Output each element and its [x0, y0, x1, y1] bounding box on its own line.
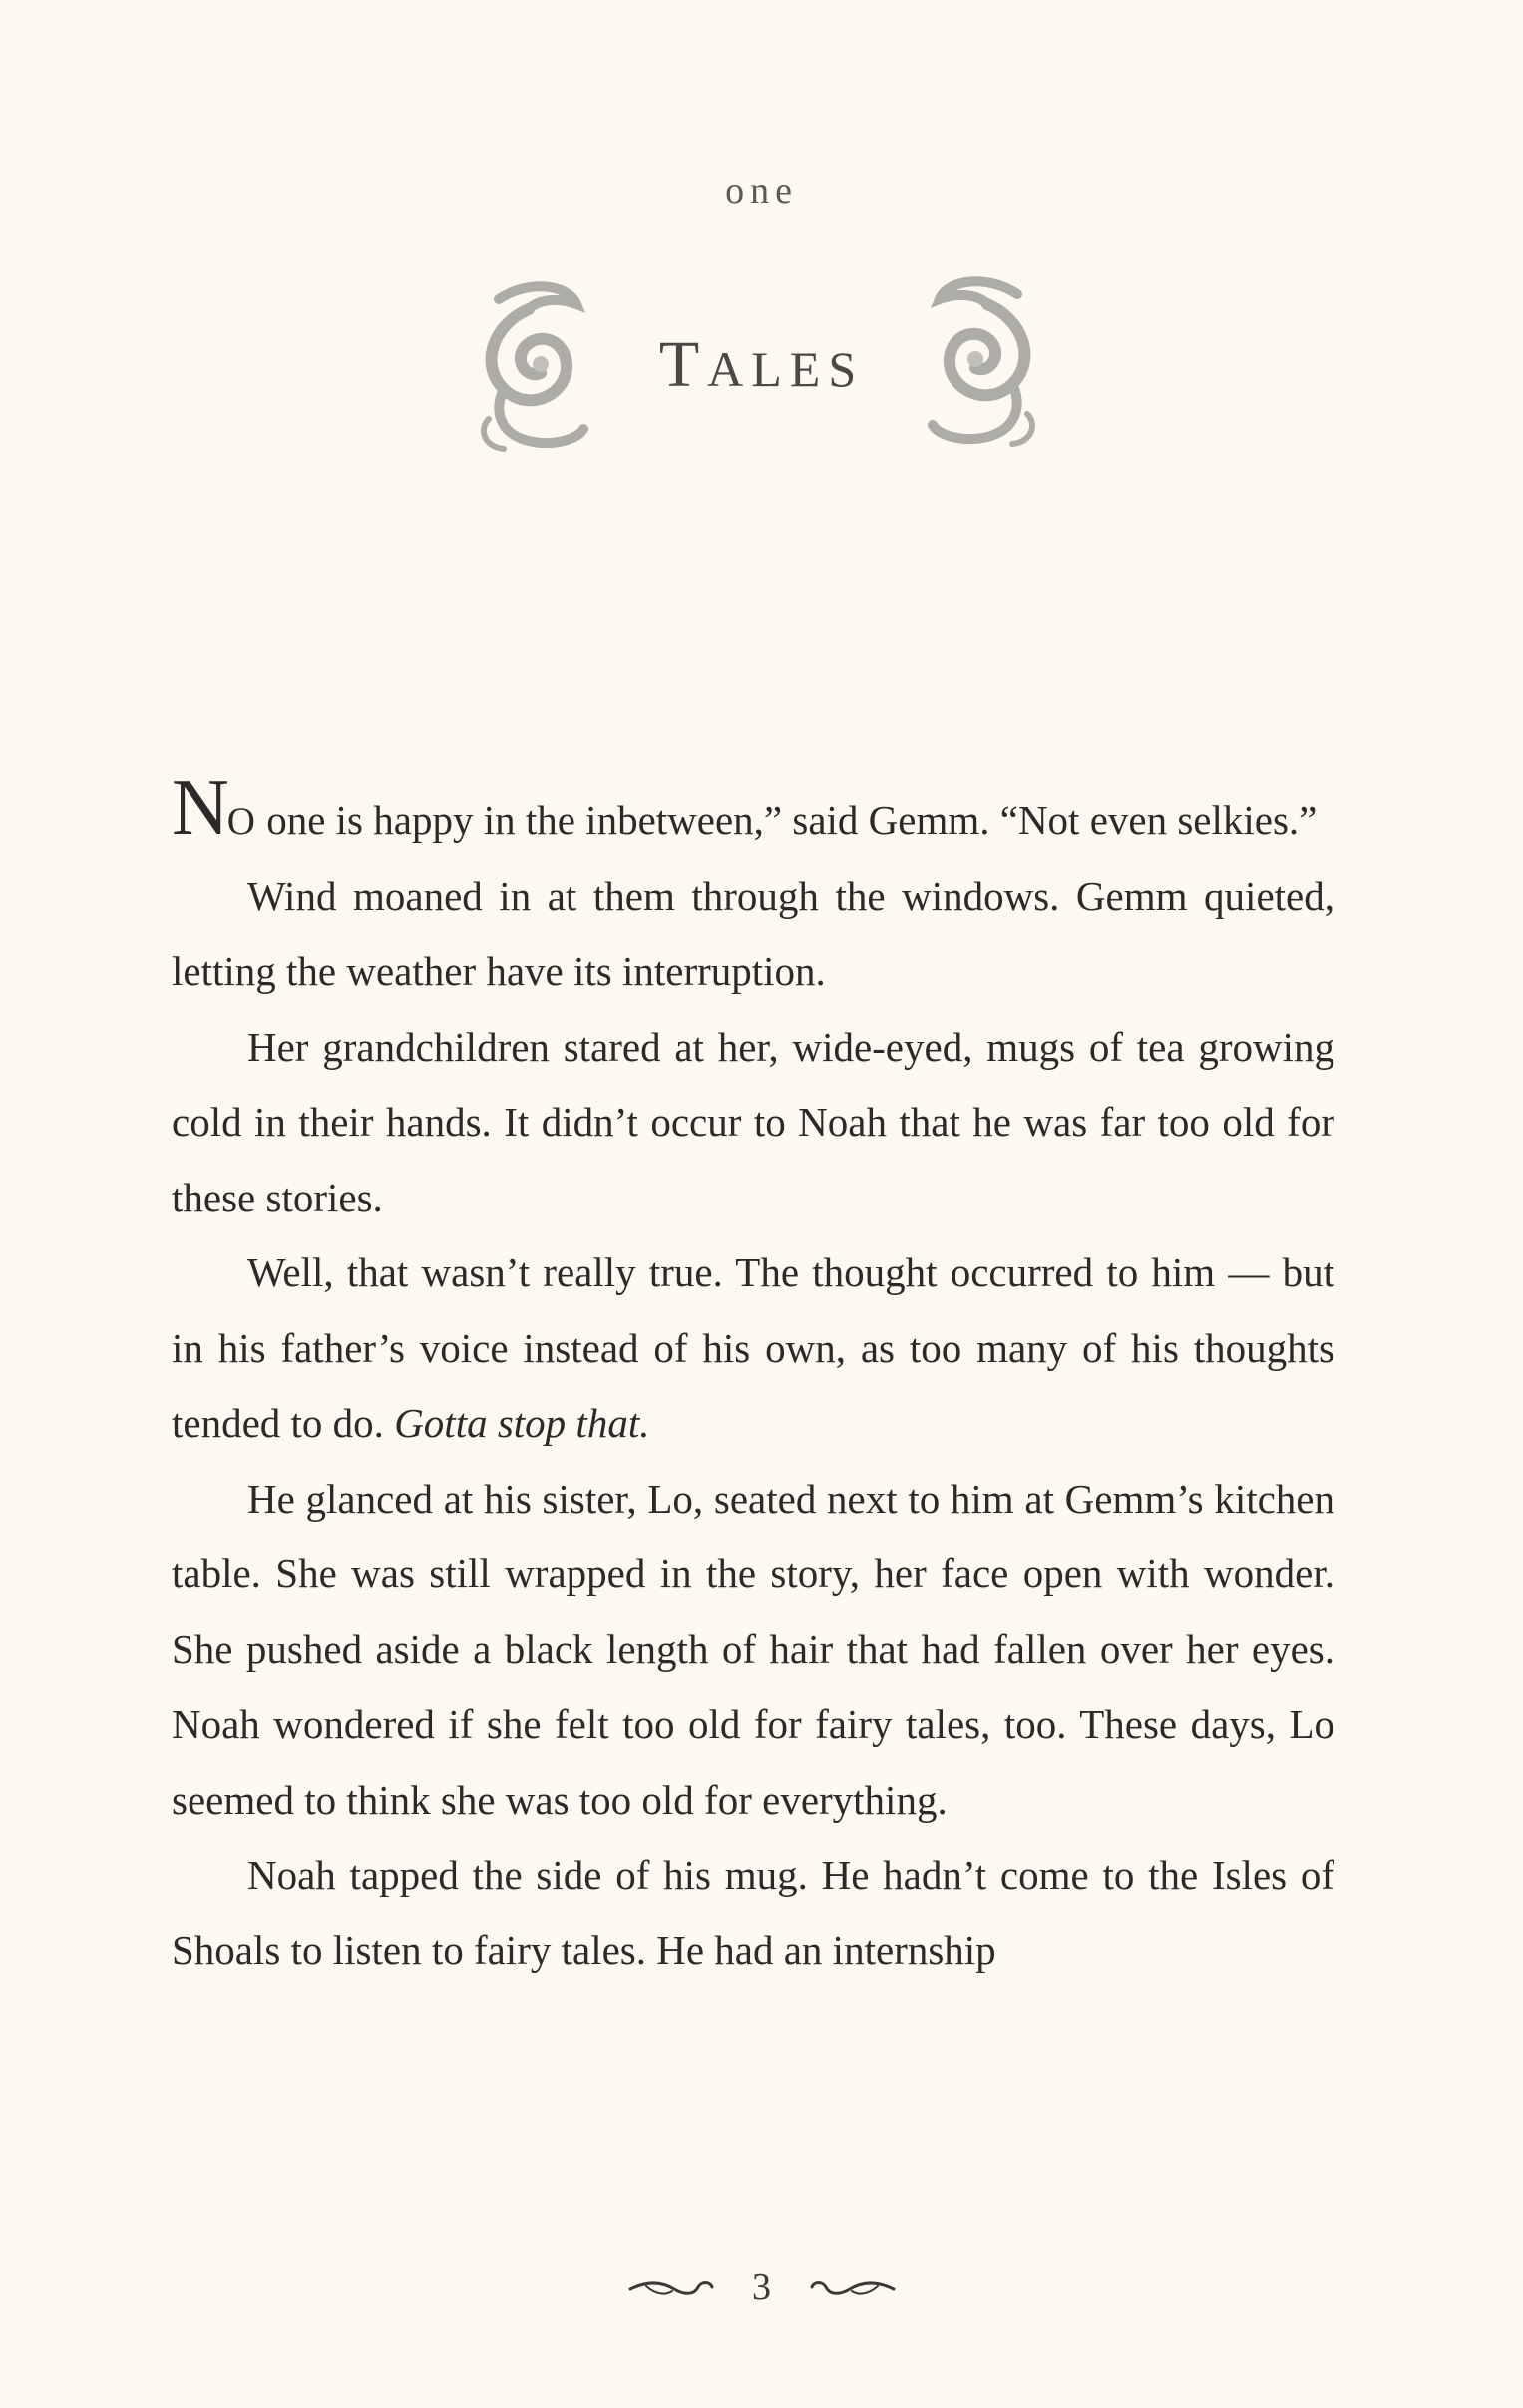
- chapter-body: [172, 764, 1334, 1988]
- italic-text: Gotta stop that.: [394, 1400, 650, 1446]
- paragraph-text: Wind moaned in at them through the windows. Gemm quieted, letting the weather have its interruption.: [172, 872, 1334, 994]
- chapter-title: [0, 327, 1523, 403]
- drop-cap: N: [172, 764, 227, 852]
- swirl-ornament-icon: [928, 269, 1057, 459]
- small-cap-letter: O: [226, 800, 256, 843]
- page-number: 3: [752, 2266, 771, 2308]
- flourish-right-icon: [808, 2269, 898, 2303]
- paragraph-text: He glanced at his sister, Lo, seated next to him at Gemm’s kitchen table. She was still wrapped in the story, her face open with wonder. She pushed aside a black length of hair that had fallen over her eyes. Noah wondered if she felt too old for fairy tales, too. These days, Lo seemed to think she was too old for everything.: [172, 1475, 1334, 1823]
- chapter-title-rest: ALES: [707, 341, 865, 397]
- page-footer: [0, 2263, 1523, 2313]
- paragraph: [172, 1235, 1334, 1462]
- chapter-heading: [0, 269, 1523, 459]
- chapter-title-initial: T: [658, 328, 708, 401]
- paragraph: [172, 1010, 1334, 1236]
- paragraph: [172, 1838, 1334, 1988]
- paragraph-text: Her grandchildren stared at her, wide-eyed, mugs of tea growing cold in their hands. It didn’t occur to Noah that he was far too old for these stories.: [172, 1023, 1334, 1220]
- paragraph: [172, 1462, 1334, 1839]
- paragraph-text: Well, that wasn’t really true. The thought occurred to him — but in his father’s voice instead of his own, as too many of his thoughts tended to do.: [172, 1249, 1334, 1446]
- paragraph: [172, 764, 1334, 860]
- paragraph: [172, 860, 1334, 1010]
- paragraph-text: one is happy in the inbetween,” said Gemm. “Not even selkies.”: [255, 797, 1318, 843]
- chapter-number: one: [725, 171, 798, 212]
- paragraph-text: Noah tapped the side of his mug. He hadn’t come to the Isles of Shoals to listen to fairy tales. He had an internship: [172, 1852, 1334, 1973]
